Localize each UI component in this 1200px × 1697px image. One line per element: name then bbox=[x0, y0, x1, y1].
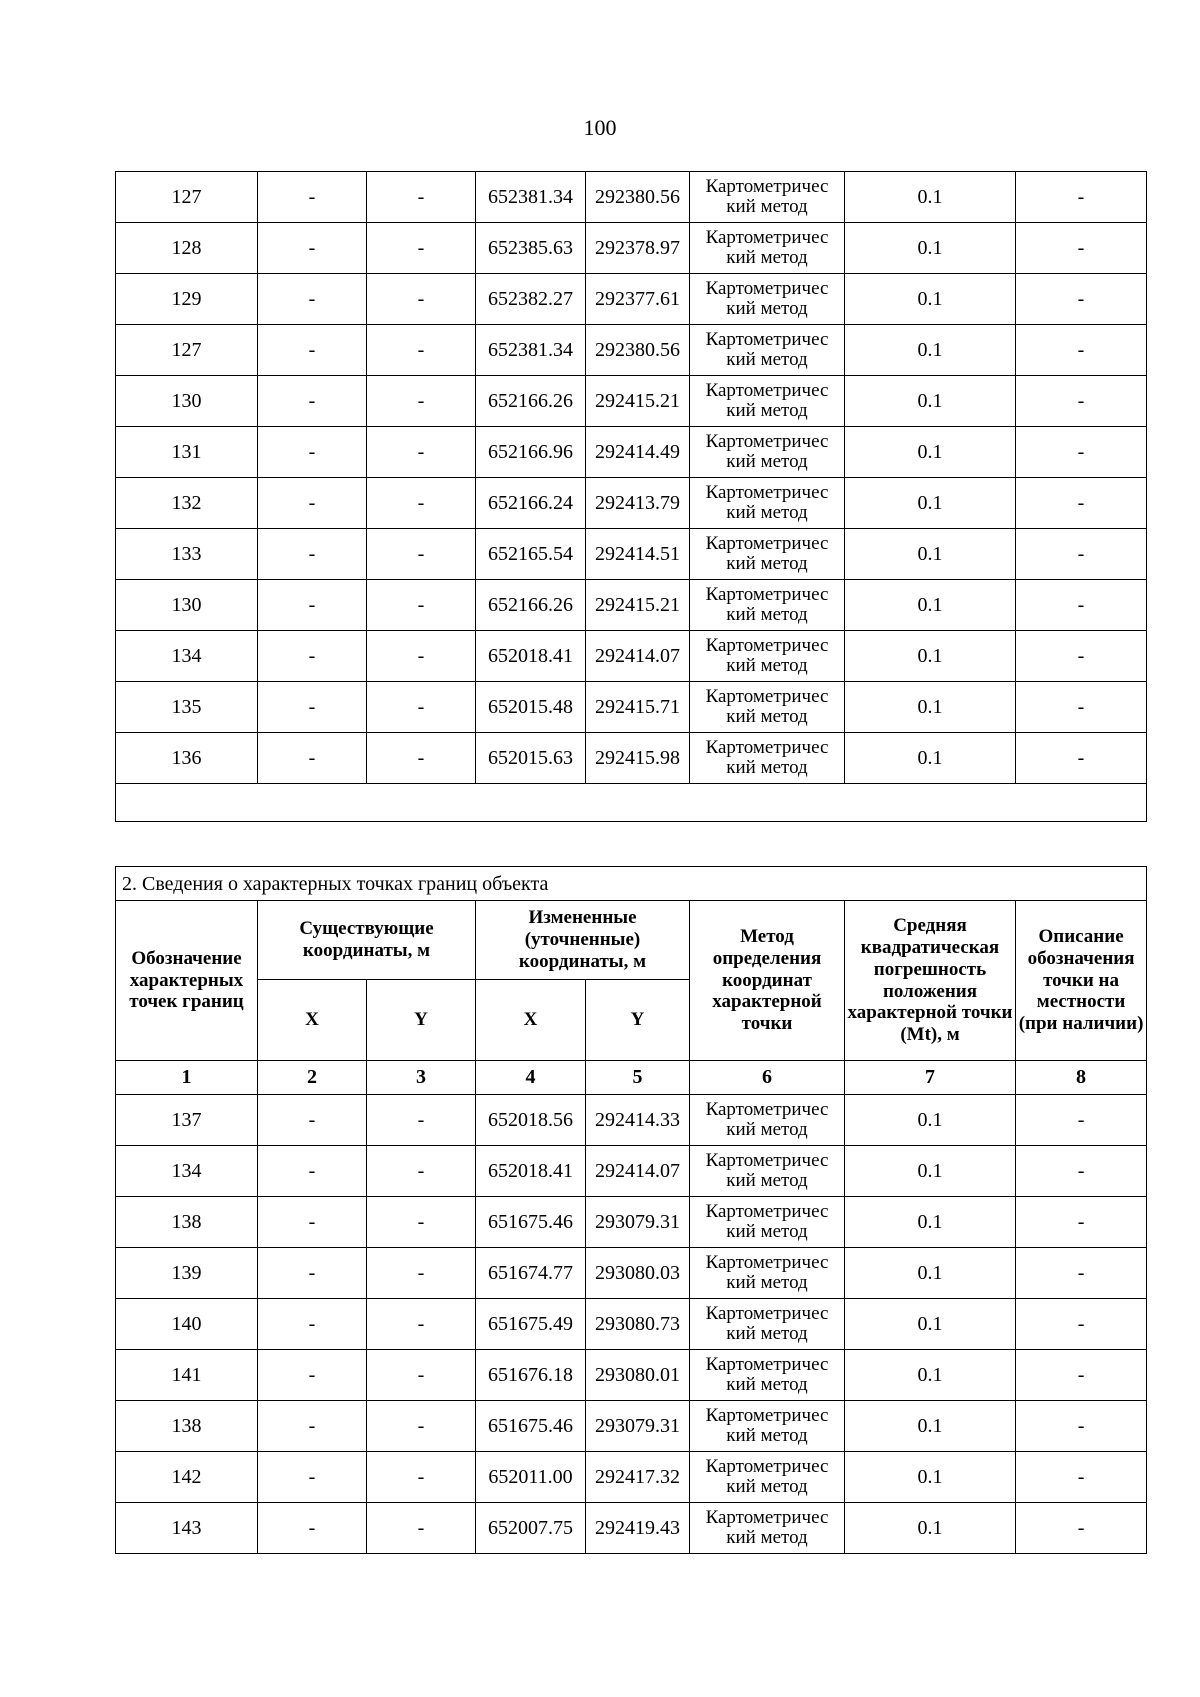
cell-changed-y: 292415.21 bbox=[586, 580, 690, 631]
cell-changed-y: 293079.31 bbox=[586, 1401, 690, 1452]
cell-point-id: 136 bbox=[116, 733, 258, 784]
cell-changed-x: 652166.96 bbox=[476, 427, 586, 478]
cell-existing-x: - bbox=[258, 274, 367, 325]
cell-method: Картометричес кий метод bbox=[690, 1299, 845, 1350]
cell-existing-y: - bbox=[367, 580, 476, 631]
cell-description: - bbox=[1016, 1095, 1147, 1146]
table-row bbox=[116, 325, 1147, 376]
cell-description: - bbox=[1016, 376, 1147, 427]
cell-description: - bbox=[1016, 1248, 1147, 1299]
cell-existing-y: - bbox=[367, 1350, 476, 1401]
cell-changed-y: 292414.49 bbox=[586, 427, 690, 478]
cell-error: 0.1 bbox=[845, 1146, 1016, 1197]
cell-method: Картометричес кий метод bbox=[690, 733, 845, 784]
cell-description: - bbox=[1016, 427, 1147, 478]
cell-existing-y: - bbox=[367, 682, 476, 733]
cell-existing-y: - bbox=[367, 631, 476, 682]
cell-point-id: 130 bbox=[116, 580, 258, 631]
cell-method: Картометричес кий метод bbox=[690, 478, 845, 529]
header-existing-y: Y bbox=[367, 980, 476, 1061]
cell-changed-x: 652018.41 bbox=[476, 631, 586, 682]
cell-description: - bbox=[1016, 274, 1147, 325]
column-number: 5 bbox=[586, 1061, 690, 1095]
cell-method: Картометричес кий метод bbox=[690, 580, 845, 631]
table-row bbox=[116, 274, 1147, 325]
cell-changed-y: 292377.61 bbox=[586, 274, 690, 325]
cell-changed-y: 292380.56 bbox=[586, 172, 690, 223]
cell-point-id: 129 bbox=[116, 274, 258, 325]
table-row bbox=[116, 631, 1147, 682]
cell-changed-y: 292415.71 bbox=[586, 682, 690, 733]
cell-changed-x: 652007.75 bbox=[476, 1503, 586, 1554]
cell-existing-y: - bbox=[367, 1503, 476, 1554]
cell-existing-y: - bbox=[367, 1146, 476, 1197]
cell-existing-x: - bbox=[258, 376, 367, 427]
boundary-points-table bbox=[115, 866, 1147, 1554]
cell-changed-y: 292414.07 bbox=[586, 1146, 690, 1197]
table-row bbox=[116, 172, 1147, 223]
cell-changed-x: 652381.34 bbox=[476, 325, 586, 376]
cell-changed-y: 293080.01 bbox=[586, 1350, 690, 1401]
empty-row bbox=[116, 784, 1147, 822]
cell-changed-y: 292378.97 bbox=[586, 223, 690, 274]
column-number: 1 bbox=[116, 1061, 258, 1095]
cell-changed-y: 292413.79 bbox=[586, 478, 690, 529]
cell-error: 0.1 bbox=[845, 1197, 1016, 1248]
cell-changed-x: 651675.46 bbox=[476, 1401, 586, 1452]
cell-description: - bbox=[1016, 580, 1147, 631]
table-row bbox=[116, 682, 1147, 733]
cell-point-id: 140 bbox=[116, 1299, 258, 1350]
cell-existing-x: - bbox=[258, 427, 367, 478]
cell-changed-y: 293080.03 bbox=[586, 1248, 690, 1299]
table-row bbox=[116, 1350, 1147, 1401]
table-row bbox=[116, 478, 1147, 529]
header-error: Средняя квадратическая погрешность положения характерной точки (Mt), м bbox=[845, 901, 1016, 1061]
cell-existing-x: - bbox=[258, 529, 367, 580]
cell-error: 0.1 bbox=[845, 733, 1016, 784]
table-row bbox=[116, 1146, 1147, 1197]
cell-error: 0.1 bbox=[845, 1248, 1016, 1299]
empty-cell bbox=[116, 784, 1147, 822]
cell-existing-x: - bbox=[258, 580, 367, 631]
cell-description: - bbox=[1016, 1299, 1147, 1350]
cell-error: 0.1 bbox=[845, 631, 1016, 682]
table-row bbox=[116, 1299, 1147, 1350]
cell-point-id: 127 bbox=[116, 325, 258, 376]
cell-changed-y: 292417.32 bbox=[586, 1452, 690, 1503]
cell-error: 0.1 bbox=[845, 478, 1016, 529]
table-row bbox=[116, 580, 1147, 631]
cell-changed-x: 652011.00 bbox=[476, 1452, 586, 1503]
cell-existing-y: - bbox=[367, 325, 476, 376]
cell-changed-x: 652018.41 bbox=[476, 1146, 586, 1197]
cell-point-id: 127 bbox=[116, 172, 258, 223]
cell-point-id: 135 bbox=[116, 682, 258, 733]
cell-method: Картометричес кий метод bbox=[690, 376, 845, 427]
table-row bbox=[116, 1452, 1147, 1503]
cell-existing-y: - bbox=[367, 172, 476, 223]
cell-description: - bbox=[1016, 1452, 1147, 1503]
cell-point-id: 128 bbox=[116, 223, 258, 274]
cell-existing-x: - bbox=[258, 1146, 367, 1197]
table-row bbox=[116, 223, 1147, 274]
cell-changed-y: 292414.07 bbox=[586, 631, 690, 682]
cell-existing-y: - bbox=[367, 223, 476, 274]
bottom-table-body bbox=[116, 1095, 1147, 1554]
column-number: 8 bbox=[1016, 1061, 1147, 1095]
cell-point-id: 134 bbox=[116, 1146, 258, 1197]
cell-description: - bbox=[1016, 223, 1147, 274]
cell-existing-y: - bbox=[367, 1197, 476, 1248]
cell-method: Картометричес кий метод bbox=[690, 1503, 845, 1554]
header-changed-coordinates: Измененные (уточненные) координаты, м bbox=[476, 901, 690, 980]
coordinates-table-continued bbox=[115, 171, 1147, 822]
cell-changed-y: 293080.73 bbox=[586, 1299, 690, 1350]
cell-method: Картометричес кий метод bbox=[690, 325, 845, 376]
cell-changed-y: 292415.21 bbox=[586, 376, 690, 427]
cell-point-id: 138 bbox=[116, 1197, 258, 1248]
cell-existing-y: - bbox=[367, 427, 476, 478]
column-number: 4 bbox=[476, 1061, 586, 1095]
cell-existing-y: - bbox=[367, 1248, 476, 1299]
cell-changed-x: 651674.77 bbox=[476, 1248, 586, 1299]
cell-changed-x: 652165.54 bbox=[476, 529, 586, 580]
cell-error: 0.1 bbox=[845, 1095, 1016, 1146]
cell-existing-y: - bbox=[367, 478, 476, 529]
cell-changed-x: 652015.48 bbox=[476, 682, 586, 733]
cell-existing-x: - bbox=[258, 1248, 367, 1299]
column-number: 6 bbox=[690, 1061, 845, 1095]
cell-point-id: 132 bbox=[116, 478, 258, 529]
cell-error: 0.1 bbox=[845, 223, 1016, 274]
cell-existing-x: - bbox=[258, 1350, 367, 1401]
cell-existing-x: - bbox=[258, 325, 367, 376]
cell-existing-x: - bbox=[258, 223, 367, 274]
cell-error: 0.1 bbox=[845, 274, 1016, 325]
header-description: Описание обозначения точки на местности (при наличии) bbox=[1016, 901, 1147, 1061]
cell-existing-x: - bbox=[258, 1401, 367, 1452]
cell-changed-y: 293079.31 bbox=[586, 1197, 690, 1248]
cell-existing-y: - bbox=[367, 733, 476, 784]
cell-changed-x: 652166.24 bbox=[476, 478, 586, 529]
section-title: 2. Сведения о характерных точках границ объекта bbox=[116, 867, 1147, 901]
cell-error: 0.1 bbox=[845, 580, 1016, 631]
cell-description: - bbox=[1016, 631, 1147, 682]
column-number: 2 bbox=[258, 1061, 367, 1095]
cell-changed-y: 292414.33 bbox=[586, 1095, 690, 1146]
header-existing-x: X bbox=[258, 980, 367, 1061]
cell-error: 0.1 bbox=[845, 1299, 1016, 1350]
cell-method: Картометричес кий метод bbox=[690, 274, 845, 325]
cell-existing-y: - bbox=[367, 376, 476, 427]
cell-error: 0.1 bbox=[845, 1503, 1016, 1554]
table-row bbox=[116, 529, 1147, 580]
page-number: 100 bbox=[583, 115, 617, 140]
cell-description: - bbox=[1016, 733, 1147, 784]
cell-changed-x: 651675.46 bbox=[476, 1197, 586, 1248]
cell-error: 0.1 bbox=[845, 529, 1016, 580]
header-existing-coordinates: Существующие координаты, м bbox=[258, 901, 476, 980]
cell-changed-x: 652381.34 bbox=[476, 172, 586, 223]
cell-existing-x: - bbox=[258, 682, 367, 733]
cell-description: - bbox=[1016, 1503, 1147, 1554]
cell-point-id: 134 bbox=[116, 631, 258, 682]
cell-point-id: 133 bbox=[116, 529, 258, 580]
cell-existing-x: - bbox=[258, 172, 367, 223]
cell-error: 0.1 bbox=[845, 325, 1016, 376]
cell-method: Картометричес кий метод bbox=[690, 682, 845, 733]
cell-existing-x: - bbox=[258, 1095, 367, 1146]
header-method: Метод определения координат характерной точки bbox=[690, 901, 845, 1061]
cell-method: Картометричес кий метод bbox=[690, 427, 845, 478]
cell-description: - bbox=[1016, 1146, 1147, 1197]
cell-existing-x: - bbox=[258, 631, 367, 682]
cell-changed-x: 652382.27 bbox=[476, 274, 586, 325]
cell-method: Картометричес кий метод bbox=[690, 1248, 845, 1299]
cell-method: Картометричес кий метод bbox=[690, 1350, 845, 1401]
cell-existing-y: - bbox=[367, 1452, 476, 1503]
cell-error: 0.1 bbox=[845, 682, 1016, 733]
cell-point-id: 141 bbox=[116, 1350, 258, 1401]
table-row bbox=[116, 376, 1147, 427]
cell-existing-y: - bbox=[367, 529, 476, 580]
table-row bbox=[116, 733, 1147, 784]
cell-method: Картометричес кий метод bbox=[690, 1197, 845, 1248]
cell-error: 0.1 bbox=[845, 427, 1016, 478]
table-row bbox=[116, 1095, 1147, 1146]
header-point: Обозначение характерных точек границ bbox=[116, 901, 258, 1061]
cell-method: Картометричес кий метод bbox=[690, 1401, 845, 1452]
cell-existing-x: - bbox=[258, 1452, 367, 1503]
column-number: 7 bbox=[845, 1061, 1016, 1095]
cell-description: - bbox=[1016, 478, 1147, 529]
cell-error: 0.1 bbox=[845, 1452, 1016, 1503]
cell-error: 0.1 bbox=[845, 1350, 1016, 1401]
cell-error: 0.1 bbox=[845, 172, 1016, 223]
cell-description: - bbox=[1016, 529, 1147, 580]
column-number: 3 bbox=[367, 1061, 476, 1095]
table-row bbox=[116, 1503, 1147, 1554]
cell-point-id: 142 bbox=[116, 1452, 258, 1503]
cell-changed-x: 652166.26 bbox=[476, 376, 586, 427]
cell-changed-y: 292415.98 bbox=[586, 733, 690, 784]
cell-existing-x: - bbox=[258, 1503, 367, 1554]
table-row bbox=[116, 427, 1147, 478]
cell-existing-y: - bbox=[367, 1095, 476, 1146]
table-row bbox=[116, 1197, 1147, 1248]
cell-description: - bbox=[1016, 1401, 1147, 1452]
cell-method: Картометричес кий метод bbox=[690, 172, 845, 223]
cell-changed-x: 652385.63 bbox=[476, 223, 586, 274]
cell-existing-x: - bbox=[258, 1197, 367, 1248]
cell-changed-y: 292419.43 bbox=[586, 1503, 690, 1554]
cell-point-id: 143 bbox=[116, 1503, 258, 1554]
cell-point-id: 139 bbox=[116, 1248, 258, 1299]
cell-description: - bbox=[1016, 325, 1147, 376]
cell-method: Картометричес кий метод bbox=[690, 223, 845, 274]
cell-existing-x: - bbox=[258, 733, 367, 784]
cell-method: Картометричес кий метод bbox=[690, 1095, 845, 1146]
cell-changed-x: 651676.18 bbox=[476, 1350, 586, 1401]
cell-changed-x: 652166.26 bbox=[476, 580, 586, 631]
cell-point-id: 130 bbox=[116, 376, 258, 427]
cell-changed-x: 651675.49 bbox=[476, 1299, 586, 1350]
cell-error: 0.1 bbox=[845, 1401, 1016, 1452]
cell-description: - bbox=[1016, 1350, 1147, 1401]
cell-method: Картометричес кий метод bbox=[690, 631, 845, 682]
cell-changed-x: 652018.56 bbox=[476, 1095, 586, 1146]
cell-changed-y: 292414.51 bbox=[586, 529, 690, 580]
cell-changed-y: 292380.56 bbox=[586, 325, 690, 376]
top-table-body bbox=[116, 172, 1147, 822]
cell-existing-y: - bbox=[367, 1299, 476, 1350]
cell-changed-x: 652015.63 bbox=[476, 733, 586, 784]
cell-point-id: 137 bbox=[116, 1095, 258, 1146]
cell-point-id: 131 bbox=[116, 427, 258, 478]
table-row bbox=[116, 1401, 1147, 1452]
header-changed-y: Y bbox=[586, 980, 690, 1061]
cell-existing-y: - bbox=[367, 274, 476, 325]
cell-description: - bbox=[1016, 682, 1147, 733]
cell-existing-y: - bbox=[367, 1401, 476, 1452]
cell-existing-x: - bbox=[258, 478, 367, 529]
header-changed-x: X bbox=[476, 980, 586, 1061]
cell-description: - bbox=[1016, 172, 1147, 223]
cell-error: 0.1 bbox=[845, 376, 1016, 427]
cell-point-id: 138 bbox=[116, 1401, 258, 1452]
cell-description: - bbox=[1016, 1197, 1147, 1248]
cell-method: Картометричес кий метод bbox=[690, 1452, 845, 1503]
cell-existing-x: - bbox=[258, 1299, 367, 1350]
cell-method: Картометричес кий метод bbox=[690, 1146, 845, 1197]
cell-method: Картометричес кий метод bbox=[690, 529, 845, 580]
table-row bbox=[116, 1248, 1147, 1299]
